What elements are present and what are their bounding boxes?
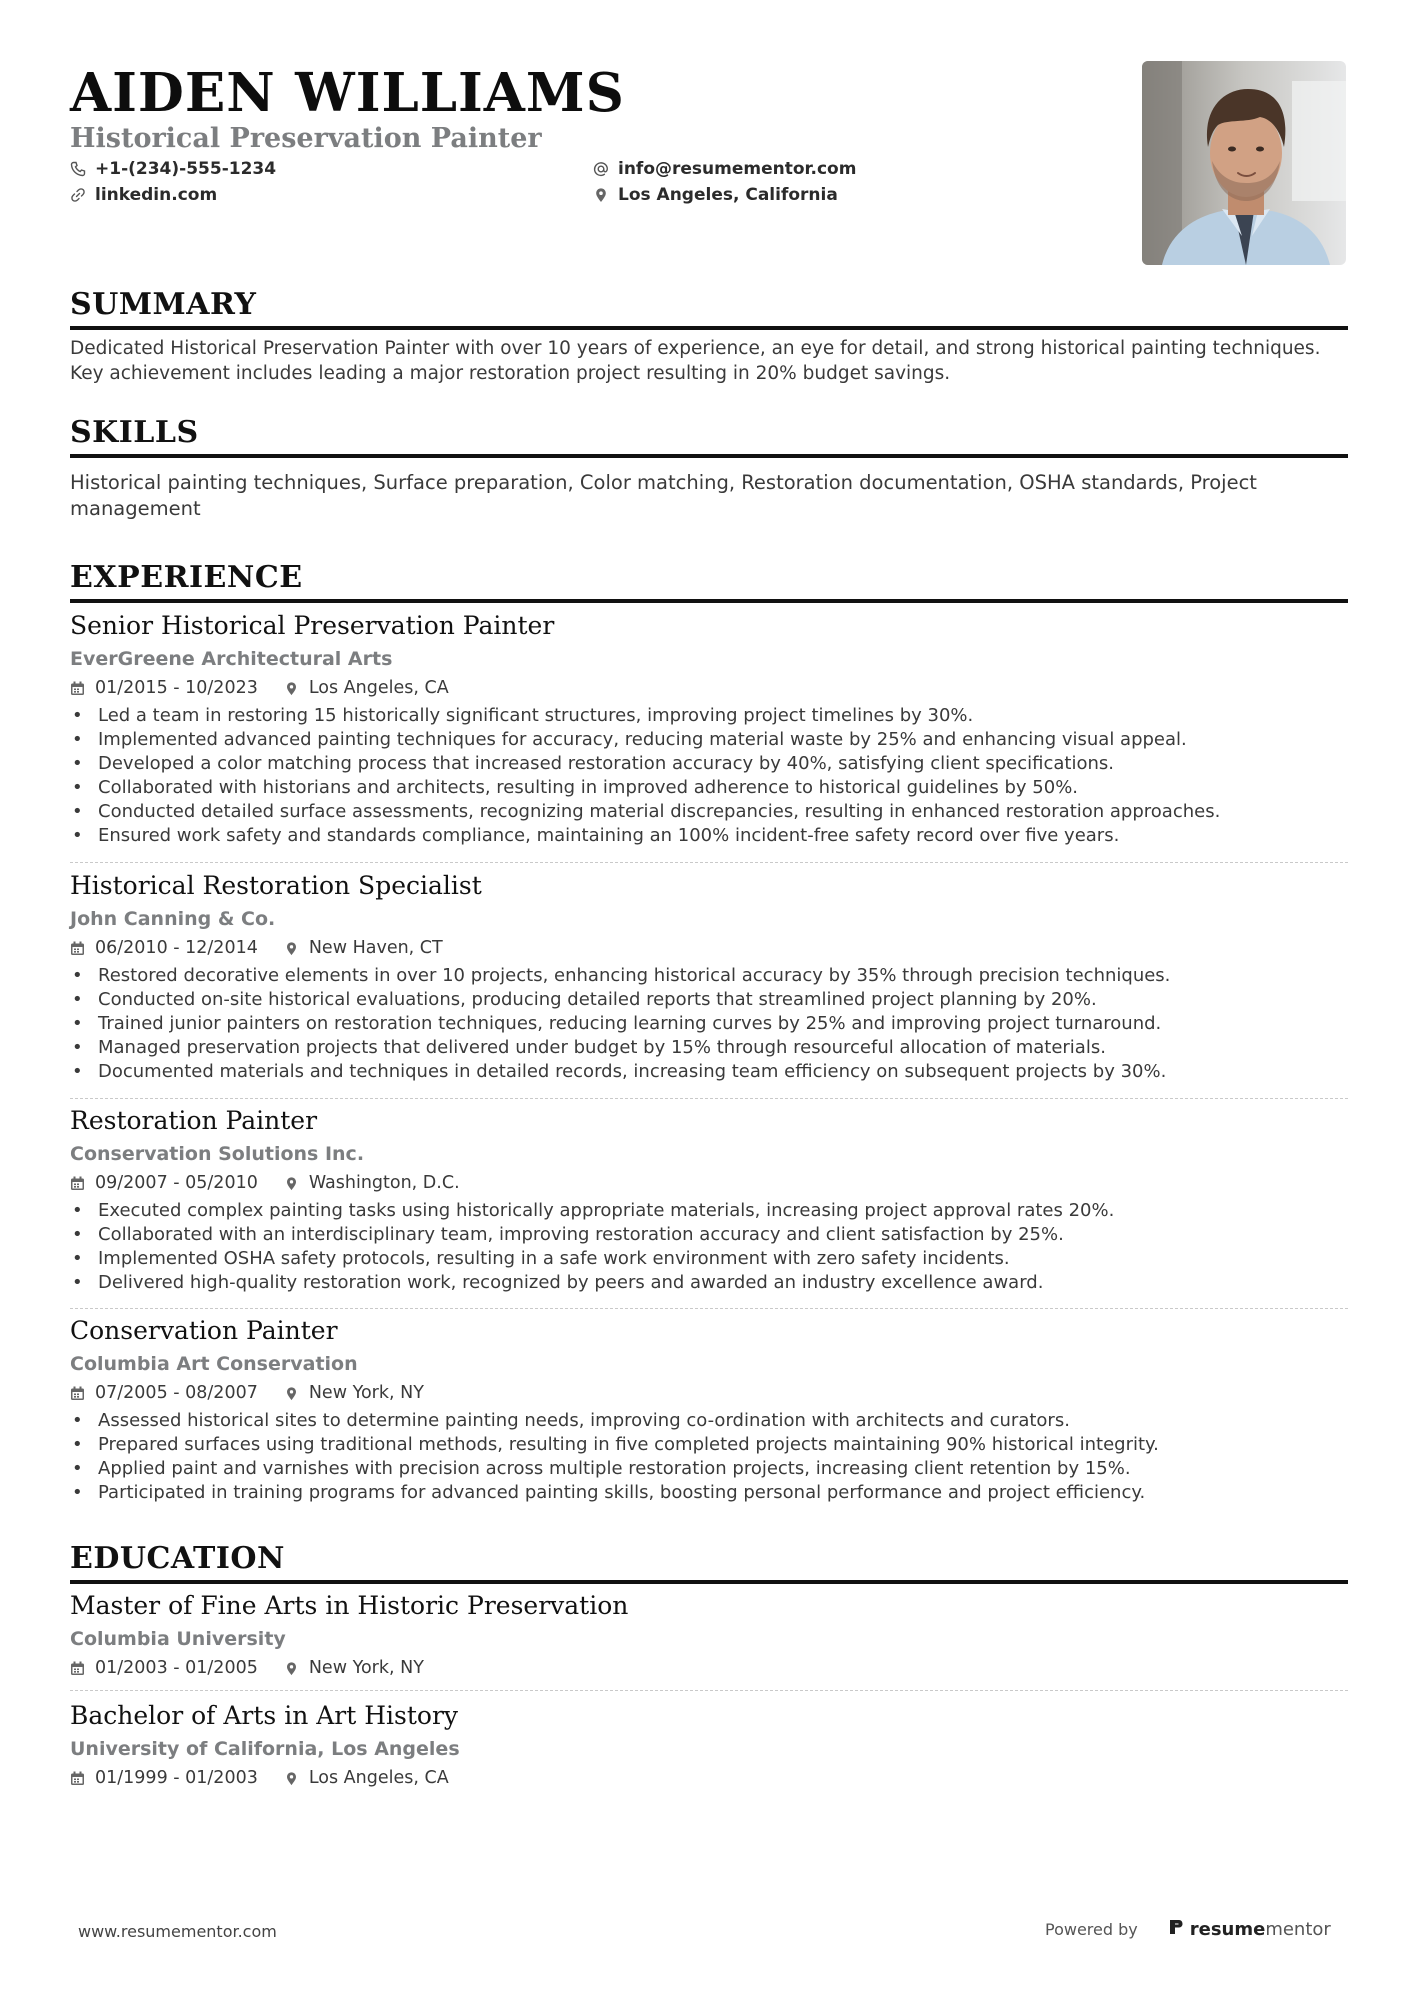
section-divider [70, 1580, 1348, 1584]
profile-photo [1142, 61, 1346, 265]
skills-heading: SKILLS [70, 415, 199, 450]
job-location: New York, NY [308, 1383, 424, 1403]
experience-entry [70, 870, 1348, 1084]
degree-title: Master of Fine Arts in Historic Preservation [70, 1591, 629, 1620]
job-dates: 01/2015 - 10/2023 [95, 678, 258, 698]
location-pin-icon [284, 1661, 299, 1676]
job-role: Historical Restoration Specialist [70, 871, 482, 900]
bullet-item: • Participated in training programs for advanced painting skills, boosting personal performance and project efficiency. [70, 1481, 1348, 1505]
job-meta [70, 676, 1348, 700]
experience-heading: EXPERIENCE [70, 560, 303, 595]
bullet-item: • Restored decorative elements in over 10 projects, enhancing historical accuracy by 35% through precision techniques. [70, 964, 1348, 988]
brand-mark-icon [1168, 1918, 1184, 1941]
location-pin-icon [284, 1176, 299, 1191]
job-company: Conservation Solutions Inc. [70, 1143, 365, 1165]
location-pin-icon [593, 187, 609, 203]
job-role: Senior Historical Preservation Painter [70, 611, 555, 640]
education-location: Los Angeles, CA [308, 1768, 449, 1788]
bullet-item: • Conducted detailed surface assessments, recognizing material discrepancies, resulting in enhanced restoration approaches. [70, 800, 1348, 824]
experience-entry [70, 1315, 1348, 1505]
job-meta [70, 1381, 1348, 1405]
section-divider [70, 599, 1348, 603]
calendar-icon [70, 1771, 85, 1786]
job-bullets [70, 964, 1348, 1084]
candidate-name: AIDEN WILLIAMS [70, 62, 625, 124]
bullet-item: • Ensured work safety and standards compliance, maintaining an 100% incident-free safety record over five years. [70, 824, 1348, 848]
education-dates: 01/2003 - 01/2005 [95, 1658, 258, 1678]
skills-text [70, 470, 1348, 522]
linkedin-text[interactable]: linkedin.com [95, 185, 218, 205]
bullet-item: • Implemented advanced painting techniques for accuracy, reducing material waste by 25% and enhancing visual appeal. [70, 728, 1348, 752]
job-bullets [70, 1409, 1348, 1505]
job-location: New Haven, CT [308, 938, 443, 958]
summary-line: Key achievement includes leading a major restoration project resulting in 20% budget savings. [70, 363, 951, 384]
job-dates: 09/2007 - 05/2010 [95, 1173, 258, 1193]
entry-divider [70, 1308, 1348, 1309]
skills-section [70, 414, 1348, 522]
education-entry [70, 1590, 1348, 1680]
school-name: Columbia University [70, 1628, 286, 1650]
education-location: New York, NY [308, 1658, 424, 1678]
brand-name-bold: resume [1189, 1919, 1266, 1940]
skills-line: Historical painting techniques, Surface preparation, Color matching, Restoration documentation, OSHA standards, Project [70, 471, 1257, 494]
contact-email[interactable] [593, 158, 856, 180]
bullet-item: • Trained junior painters on restoration techniques, reducing learning curves by 25% and improving project turnaround. [70, 1012, 1348, 1036]
bullet-item: • Executed complex painting tasks using historically appropriate materials, increasing project approval rates 20%. [70, 1199, 1348, 1223]
summary-heading: SUMMARY [70, 287, 257, 322]
calendar-icon [70, 681, 85, 696]
calendar-icon [70, 1661, 85, 1676]
job-dates: 07/2005 - 08/2007 [95, 1383, 258, 1403]
education-entry [70, 1700, 1348, 1790]
summary-section [70, 286, 1348, 386]
entry-divider [70, 1690, 1348, 1691]
footer-powered [1045, 1918, 1331, 1941]
section-divider [70, 454, 1348, 458]
calendar-icon [70, 941, 85, 956]
job-bullets [70, 1199, 1348, 1295]
contact-linkedin[interactable] [70, 184, 217, 206]
brand-logo[interactable] [1168, 1918, 1331, 1941]
experience-entry [70, 1105, 1348, 1295]
job-dates: 06/2010 - 12/2014 [95, 938, 258, 958]
powered-by-text: Powered by [1045, 1920, 1138, 1939]
bullet-item: • Conducted on-site historical evaluations, producing detailed reports that streamlined project planning by 20%. [70, 988, 1348, 1012]
phone-icon [70, 161, 86, 177]
bullet-item: • Led a team in restoring 15 historically significant structures, improving project timelines by 30%. [70, 704, 1348, 728]
education-section [70, 1540, 1348, 1584]
bullet-item: • Prepared surfaces using traditional methods, resulting in five completed projects maintaining 90% historical integrity. [70, 1433, 1348, 1457]
brand-name-light: mentor [1265, 1919, 1331, 1940]
job-meta [70, 936, 1348, 960]
school-name: University of California, Los Angeles [70, 1738, 460, 1760]
bullet-item: • Managed preservation projects that delivered under budget by 15% through resourceful allocation of materials. [70, 1036, 1348, 1060]
bullet-item: • Collaborated with historians and architects, resulting in improved adherence to historical guidelines by 50%. [70, 776, 1348, 800]
contact-location [593, 184, 838, 206]
education-heading: EDUCATION [70, 1541, 285, 1576]
job-role: Conservation Painter [70, 1316, 338, 1345]
job-location: Washington, D.C. [308, 1173, 460, 1193]
location-pin-icon [284, 1771, 299, 1786]
education-meta [70, 1766, 1348, 1790]
location-text: Los Angeles, California [618, 185, 838, 205]
bullet-item: • Collaborated with an interdisciplinary team, improving restoration accuracy and client satisfaction by 25%. [70, 1223, 1348, 1247]
footer-website[interactable]: www.resumementor.com [78, 1922, 277, 1941]
bullet-item: • Applied paint and varnishes with precision across multiple restoration projects, increasing client retention by 15%. [70, 1457, 1348, 1481]
summary-text [70, 336, 1348, 386]
education-dates: 01/1999 - 01/2003 [95, 1768, 258, 1788]
job-company: EverGreene Architectural Arts [70, 648, 393, 670]
bullet-item: • Developed a color matching process that increased restoration accuracy by 40%, satisfying client specifications. [70, 752, 1348, 776]
job-role: Restoration Painter [70, 1106, 318, 1135]
summary-line: Dedicated Historical Preservation Painter with over 10 years of experience, an eye for detail, and strong historical painting techniques. [70, 338, 1321, 359]
bullet-item: • Delivered high-quality restoration work, recognized by peers and awarded an industry excellence award. [70, 1271, 1348, 1295]
bullet-item: • Implemented OSHA safety protocols, resulting in a safe work environment with zero safety incidents. [70, 1247, 1348, 1271]
link-icon [70, 187, 86, 203]
job-location: Los Angeles, CA [308, 678, 449, 698]
email-text[interactable]: info@resumementor.com [618, 159, 857, 179]
entry-divider [70, 1098, 1348, 1099]
phone-text: +1-(234)-555-1234 [95, 159, 277, 179]
candidate-title: Historical Preservation Painter [70, 123, 542, 154]
skills-line: management [70, 497, 201, 520]
bullet-item: • Documented materials and techniques in detailed records, increasing team efficiency on subsequent projects by 30%. [70, 1060, 1348, 1084]
job-company: John Canning & Co. [70, 908, 276, 930]
at-icon [593, 161, 609, 177]
job-company: Columbia Art Conservation [70, 1353, 358, 1375]
calendar-icon [70, 1176, 85, 1191]
section-divider [70, 326, 1348, 330]
experience-entry [70, 610, 1348, 848]
bullet-item: • Assessed historical sites to determine painting needs, improving co-ordination with architects and curators. [70, 1409, 1348, 1433]
job-bullets [70, 704, 1348, 848]
calendar-icon [70, 1386, 85, 1401]
location-pin-icon [284, 1386, 299, 1401]
education-meta [70, 1656, 1348, 1680]
location-pin-icon [284, 681, 299, 696]
contact-phone [70, 158, 276, 180]
job-meta [70, 1171, 1348, 1195]
location-pin-icon [284, 941, 299, 956]
degree-title: Bachelor of Arts in Art History [70, 1701, 459, 1730]
experience-section [70, 559, 1348, 603]
entry-divider [70, 862, 1348, 863]
